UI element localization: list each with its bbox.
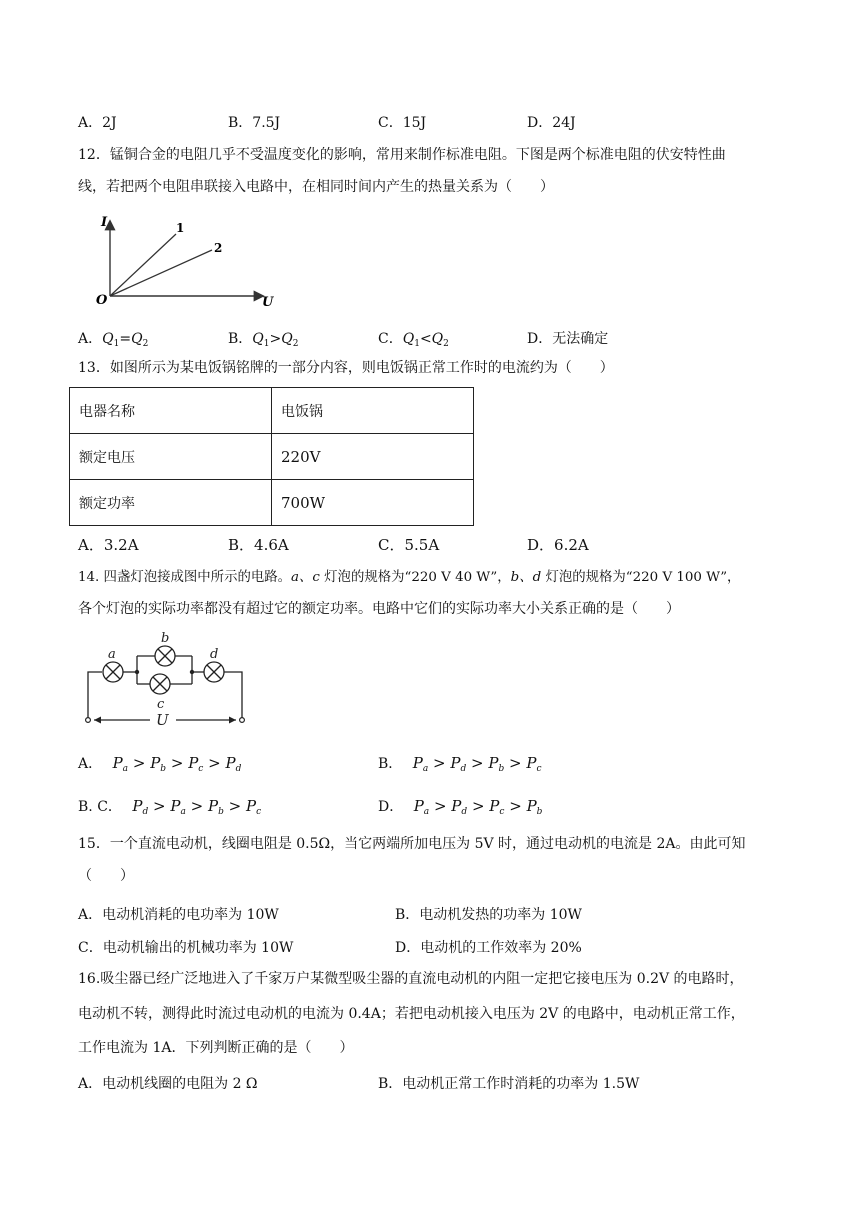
table-cell: 220V <box>272 434 474 480</box>
q11-option-c <box>378 112 426 132</box>
option-label: B． <box>228 331 253 347</box>
table-cell: 额定电压 <box>70 434 272 480</box>
q-symbol: Q <box>102 331 114 347</box>
p-symbol: P <box>132 797 143 815</box>
relation: < <box>419 331 432 347</box>
option-label: A． <box>78 1076 103 1092</box>
table-cell: 电器名称 <box>70 388 272 434</box>
q15-option-a <box>78 904 279 924</box>
table-cell: 700W <box>272 480 474 526</box>
p-symbol: P <box>150 754 161 772</box>
table-row <box>70 388 474 434</box>
option-text: 2J <box>102 115 117 131</box>
subscript: 1 <box>263 339 270 349</box>
relation: > <box>208 754 221 772</box>
relation: > <box>433 797 447 815</box>
q11-option-b <box>228 112 280 132</box>
lamp-d-label: d <box>210 647 219 662</box>
option-label: B． <box>378 1076 403 1092</box>
table-row <box>70 480 474 526</box>
relation: > <box>153 797 166 815</box>
q13-option-c <box>378 534 439 555</box>
option-label: B. C． <box>78 799 122 815</box>
curve-1-label: 1 <box>176 221 185 235</box>
option-label: D． <box>378 799 404 815</box>
subscript: a <box>122 764 129 774</box>
option-text: 24J <box>552 115 576 131</box>
option-label: B． <box>395 907 420 923</box>
stem-symbols: b、d <box>510 570 542 585</box>
option-text: 5.5A <box>404 536 440 554</box>
option-text: 电动机的工作效率为 20% <box>420 940 582 956</box>
stem-symbols: a、c <box>291 570 320 585</box>
option-text: 4.6A <box>254 536 289 554</box>
option-text: 无法确定 <box>552 331 609 347</box>
q16-option-b <box>378 1073 639 1093</box>
lamp-c-label: c <box>157 697 165 712</box>
p-symbol: P <box>451 797 462 815</box>
power-expression <box>132 797 261 815</box>
q-symbol: Q <box>402 331 415 347</box>
p-symbol: P <box>170 797 181 815</box>
subscript: b <box>160 764 167 774</box>
x-axis-label: U <box>262 295 274 310</box>
option-label: A． <box>78 115 103 131</box>
power-expression <box>113 754 242 772</box>
q11-option-d <box>527 112 576 132</box>
relation: > <box>509 797 522 815</box>
relation: = <box>119 331 132 347</box>
relation: > <box>132 754 146 772</box>
q-symbol: Q <box>252 331 264 347</box>
option-text: 15J <box>402 115 427 131</box>
stem-text: 灯泡的规格为“220 V 40 W”， <box>319 570 511 585</box>
subscript: 2 <box>142 339 149 349</box>
option-label: B． <box>378 756 403 772</box>
option-label: B． <box>228 536 255 554</box>
option-label: D． <box>527 536 555 554</box>
p-symbol: P <box>207 797 219 815</box>
option-label: B． <box>228 115 253 131</box>
subscript: c <box>256 807 262 817</box>
q16-stem-line1: 16.吸尘器已经广泛地进入了千家万户某微型吸尘器的直流电动机的内阻一定把它接电压为 0.2V 的电路时， <box>78 971 744 987</box>
subscript: a <box>180 807 186 817</box>
p-symbol: P <box>488 754 499 772</box>
lamp-a-label: a <box>108 647 116 662</box>
q16-stem-line3: 工作电流为 1A．下列判断正确的是（ ） <box>78 1040 354 1056</box>
q16-stem-line2: 电动机不转，测得此时流过电动机的电流为 0.4A；若把电动机接入电压为 2V 的电路中，电动机正常工作， <box>78 1006 745 1022</box>
circuit-diagram <box>80 628 255 728</box>
voltage-label: U <box>156 711 169 728</box>
p-symbol: P <box>450 754 461 772</box>
option-label: A． <box>78 331 103 347</box>
q12-option-c <box>378 328 449 349</box>
subscript: c <box>536 764 542 774</box>
q13-stem: 13．如图所示为某电饭锅铭牌的一部分内容，则电饭锅正常工作时的电流约为（ ） <box>78 360 614 376</box>
subscript: 1 <box>414 339 420 349</box>
lamp-b-label: b <box>161 631 170 646</box>
relation: > <box>509 754 522 772</box>
option-text: 电动机输出的机械功率为 10W <box>102 940 294 956</box>
q12-option-d <box>527 328 608 348</box>
option-text: 6.2A <box>554 536 589 554</box>
stem-text: 14. 四盏灯泡接成图中所示的电路。 <box>78 570 292 585</box>
table-row <box>70 434 474 480</box>
option-label: A． <box>78 536 104 554</box>
relation: > <box>190 797 204 815</box>
q14-stem-line2: 各个灯泡的实际功率都没有超过它的额定功率。电路中它们的实际功率大小关系正确的是（ ） <box>78 601 680 617</box>
q14-stem-line1 <box>78 563 740 593</box>
option-label: A． <box>78 907 103 923</box>
option-text: 电动机线圈的电阻为 2 Ω <box>102 1076 258 1092</box>
subscript: b <box>536 807 543 817</box>
q12-option-a <box>78 328 148 349</box>
subscript: b <box>498 764 505 774</box>
curve-1 <box>110 234 176 296</box>
curve-2 <box>110 250 212 296</box>
q12-stem-line1: 12．锰铜合金的电阻几乎不受温度变化的影响，常用来制作标准电阻。下图是两个标准电阻的伏安特性曲 <box>78 147 726 163</box>
iu-graph <box>90 210 290 315</box>
p-symbol: P <box>225 754 236 772</box>
p-symbol: P <box>526 797 537 815</box>
nameplate-table <box>69 387 474 526</box>
q-symbol: Q <box>131 331 143 347</box>
q14-option-b <box>378 753 542 774</box>
q-symbol: Q <box>431 331 444 347</box>
subscript: 1 <box>113 339 120 349</box>
relation: > <box>228 797 242 815</box>
subscript: a <box>423 807 430 817</box>
power-expression <box>413 754 542 772</box>
q11-option-a <box>78 112 117 132</box>
option-label: C． <box>378 536 405 554</box>
p-symbol: P <box>112 754 123 772</box>
subscript: d <box>142 807 149 817</box>
relation: > <box>433 754 446 772</box>
q15-option-c <box>78 937 293 957</box>
relation: > <box>471 797 485 815</box>
option-label: D． <box>395 940 421 956</box>
option-label: C． <box>378 115 403 131</box>
table-cell: 额定功率 <box>70 480 272 526</box>
q15-option-b <box>395 904 582 924</box>
stem-text: 灯泡的规格为“220 V 100 W”， <box>541 570 741 585</box>
subscript: 2 <box>292 339 299 349</box>
q-symbol: Q <box>281 331 293 347</box>
q13-option-d <box>527 534 589 555</box>
table-cell: 电饭锅 <box>272 388 474 434</box>
subscript: 2 <box>443 339 449 349</box>
q14-option-c <box>78 796 261 817</box>
option-text: 电动机正常工作时消耗的功率为 1.5W <box>402 1076 640 1092</box>
option-label: D． <box>527 331 553 347</box>
subscript: a <box>422 764 429 774</box>
subscript: b <box>218 807 224 817</box>
option-label: A． <box>78 756 103 772</box>
q15-option-d <box>395 937 582 957</box>
q15-stem-line1: 15．一个直流电动机，线圈电阻是 0.5Ω，当它两端所加电压为 5V 时，通过电动机的电流是 2A。由此可知 <box>78 836 746 852</box>
option-text: 电动机发热的功率为 10W <box>419 907 582 923</box>
q13-option-b <box>228 534 289 555</box>
q13-option-a <box>78 534 139 555</box>
option-text: 电动机消耗的电功率为 10W <box>102 907 279 923</box>
p-symbol: P <box>412 754 423 772</box>
p-symbol: P <box>526 754 537 772</box>
q12-stem-line2: 线，若把两个电阻串联接入电路中，在相同时间内产生的热量关系为（ ） <box>78 179 554 195</box>
relation: > <box>471 754 484 772</box>
y-axis-label: I <box>101 215 108 230</box>
option-label: C． <box>78 940 103 956</box>
p-symbol: P <box>489 797 500 815</box>
power-expression <box>414 797 543 815</box>
p-symbol: P <box>245 797 257 815</box>
relation: > <box>170 754 184 772</box>
p-symbol: P <box>413 797 424 815</box>
q14-option-d <box>378 796 542 817</box>
option-label: C． <box>378 331 403 347</box>
subscript: d <box>461 807 468 817</box>
subscript: c <box>198 764 204 774</box>
option-label: D． <box>527 115 553 131</box>
q16-option-a <box>78 1073 258 1093</box>
q14-option-a <box>78 753 241 774</box>
subscript: d <box>460 764 467 774</box>
origin-label: O <box>96 293 108 308</box>
option-text: 7.5J <box>252 115 281 131</box>
q15-stem-line2: （ ） <box>78 868 134 884</box>
relation: > <box>269 331 282 347</box>
curve-2-label: 2 <box>214 241 223 255</box>
p-symbol: P <box>188 754 199 772</box>
q12-option-b <box>228 328 298 349</box>
option-text: 3.2A <box>103 536 139 554</box>
subscript: c <box>499 807 505 817</box>
subscript: d <box>235 764 242 774</box>
